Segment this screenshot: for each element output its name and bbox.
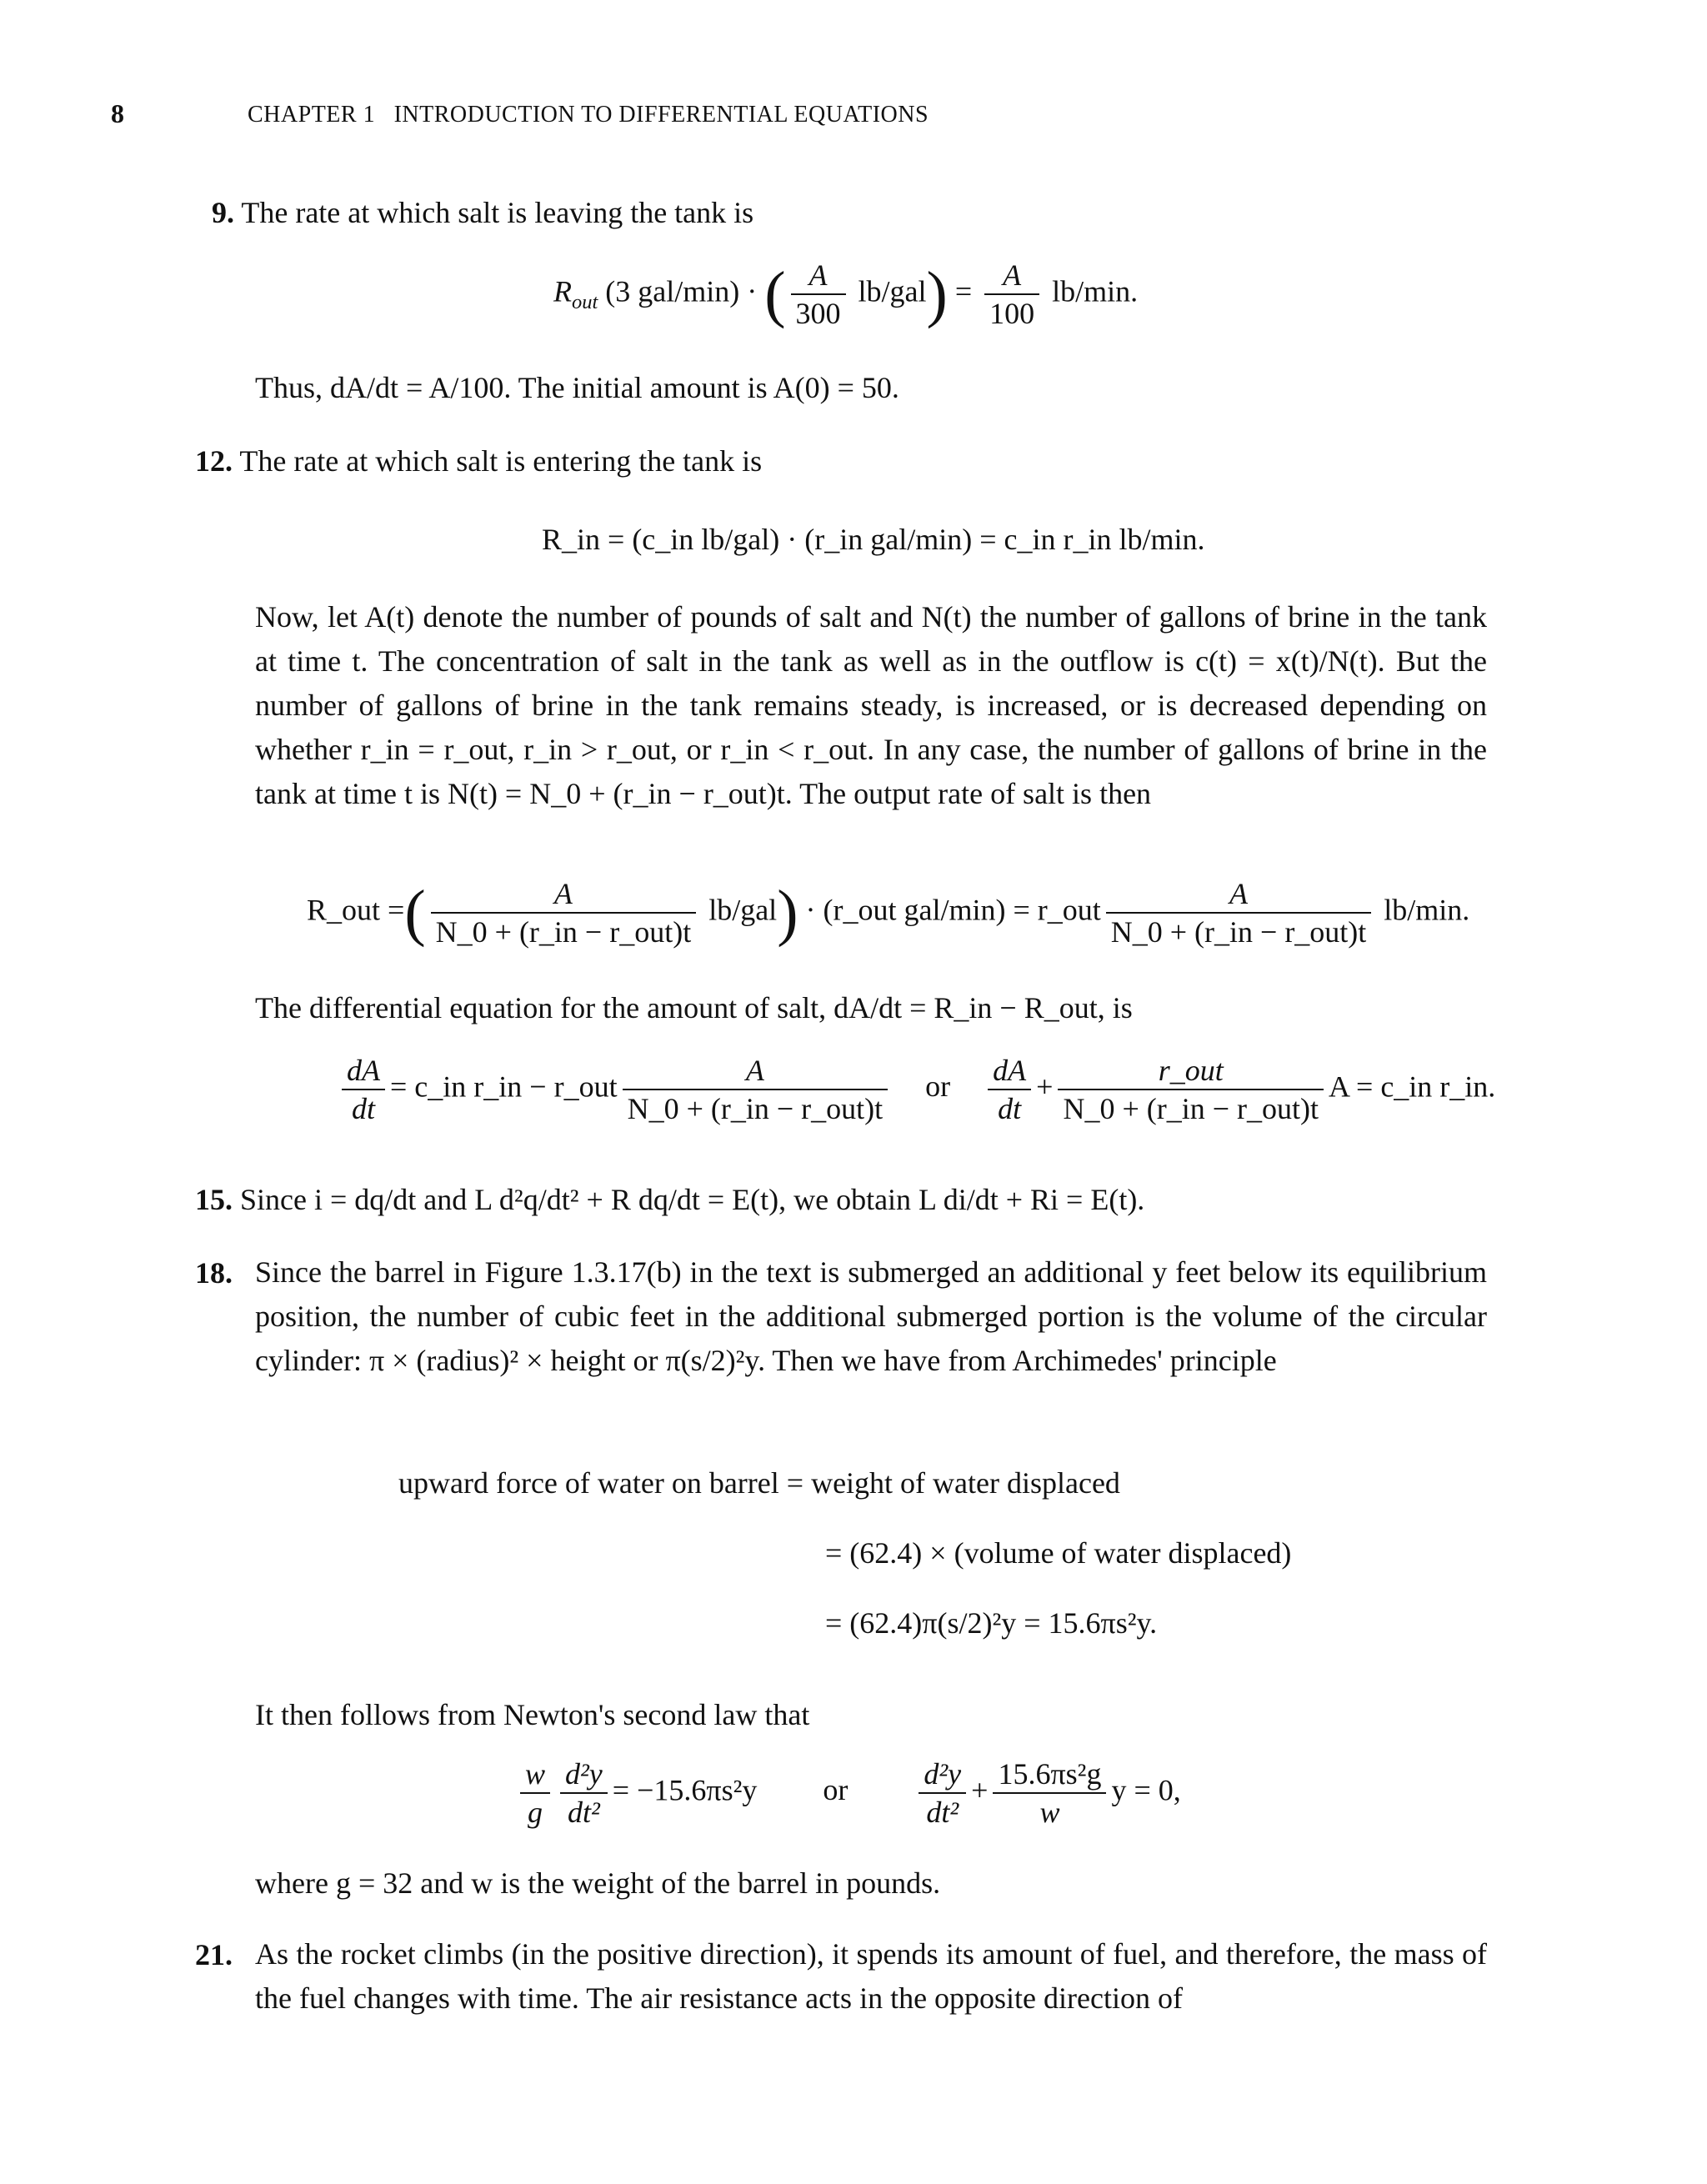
fraction-rout-N <box>1058 1052 1324 1127</box>
plus: + <box>1036 1069 1054 1104</box>
numerator: d²y <box>919 1756 966 1794</box>
fraction-A-N <box>431 875 697 950</box>
right-paren: ) <box>926 259 948 329</box>
fraction-w-g <box>520 1756 550 1831</box>
equation-rout-12 <box>307 875 1469 950</box>
fraction-d2y-dt2 <box>560 1756 608 1831</box>
archimedes-line-3: = (62.4)π(s/2)²y = 15.6πs²y. <box>825 1606 1158 1640</box>
fraction-A-N <box>623 1052 889 1127</box>
de-intro: The differential equation for the amount of salt, dA/dt = R_in − R_out, is <box>255 991 1133 1024</box>
fraction-coef <box>993 1756 1106 1831</box>
right-paren: ) <box>777 878 798 948</box>
fraction-d2y-dt2-2 <box>919 1756 966 1831</box>
unit-lbgal: lb/gal <box>701 893 778 927</box>
page-number: 8 <box>111 98 124 128</box>
problem-number-18: 18. <box>195 1256 233 1290</box>
newton-intro: It then follows from Newton's second law that <box>255 1698 810 1731</box>
fraction-dAdt <box>342 1052 385 1127</box>
denominator: N_0 + (r_in − r_out)t <box>435 915 692 949</box>
denominator: N_0 + (r_in − r_out)t <box>627 1092 884 1125</box>
denominator: dt² <box>568 1796 600 1829</box>
problem-12-intro <box>195 438 762 483</box>
numerator: A <box>431 875 697 914</box>
problem-12-paragraph: Now, let A(t) denote the number of pounds of salt and N(t) the number of gallons of brine in the tank at time t. The concentration of salt in the tank as well as in the outflow is c(t) = x(t)/N(t). But the number of gallons of brine in the tank remains steady, is increased, or is decreased depending on whether r_in = r_out, r_in > r_out, or r_in < r_out. In any case, the number of gallons of brine in the tank at time t is N(t) = N_0 + (r_in − r_out)t. The output rate of salt is then <box>255 600 1487 810</box>
equation-rin: R_in = (c_in lb/gal) · (r_in gal/min) = c_in r_in lb/min. <box>542 523 1205 556</box>
problem-9-thus: Thus, dA/dt = A/100. The initial amount is A(0) = 50. <box>255 371 899 404</box>
problem-number: 12. <box>195 444 233 478</box>
de1-rhs: = c_in r_in − r_out <box>390 1069 618 1104</box>
de2-rhs: A = c_in r_in. <box>1329 1069 1496 1104</box>
unit-lbmin: lb/min. <box>1376 893 1470 927</box>
numerator: r_out <box>1058 1052 1324 1090</box>
problem-number-21: 21. <box>195 1938 233 1971</box>
numerator: dA <box>342 1052 385 1090</box>
fraction-A-N-2 <box>1106 875 1372 950</box>
rout-lhs: R_out = <box>307 893 405 927</box>
numerator: d²y <box>560 1756 608 1794</box>
problem-number: 9. <box>212 196 234 229</box>
problem-18-paragraph: Since the barrel in Figure 1.3.17(b) in the text is submerged an additional y feet below its equilibrium position, the number of cubic feet in the additional submerged portion is the volume of the circular cylinder: π × (radius)² × height or π(s/2)²y. Then we have from Archimedes' principle <box>255 1255 1487 1377</box>
where-g: where g = 32 and w is the weight of the barrel in pounds. <box>255 1866 941 1900</box>
denominator: w <box>1039 1796 1060 1829</box>
eq2-rhs: y = 0, <box>1111 1773 1181 1807</box>
numerator: A <box>984 257 1039 295</box>
denominator: dt <box>998 1092 1022 1125</box>
problem-text: The rate at which salt is leaving the tank is <box>241 196 754 229</box>
left-paren: ( <box>404 878 426 948</box>
numerator: 15.6πs²g <box>993 1756 1106 1794</box>
fraction-A-300 <box>791 257 846 332</box>
rout-flow: · (r_out gal/min) = r_out <box>798 893 1101 927</box>
denominator: 300 <box>795 297 841 330</box>
problem-text: The rate at which salt is entering the tank is <box>239 444 763 478</box>
numerator: dA <box>988 1052 1031 1090</box>
problem-15 <box>195 1177 1144 1222</box>
running-header: CHAPTER 1 INTRODUCTION TO DIFFERENTIAL EQUATIONS <box>248 102 929 128</box>
flow-rate: (3 gal/min) · <box>598 274 765 308</box>
numerator: w <box>520 1756 550 1794</box>
eq1-rhs: = −15.6πs²y <box>612 1773 758 1807</box>
denominator: N_0 + (r_in − r_out)t <box>1110 915 1367 949</box>
fraction-dAdt-2 <box>988 1052 1031 1127</box>
numerator: A <box>623 1052 889 1090</box>
fraction-A-100 <box>984 257 1039 332</box>
symbol-R: R <box>553 274 572 308</box>
plus: + <box>971 1773 989 1807</box>
numerator: A <box>1106 875 1372 914</box>
archimedes-line-2: = (62.4) × (volume of water displaced) <box>825 1536 1292 1570</box>
denominator: N_0 + (r_in − r_out)t <box>1063 1092 1319 1125</box>
denominator: dt <box>351 1092 375 1125</box>
unit-lbmin: lb/min. <box>1044 274 1139 308</box>
or-word: or <box>925 1069 951 1104</box>
equation-rout-9 <box>553 257 1138 332</box>
left-paren: ( <box>764 259 786 329</box>
unit-lbgal: lb/gal <box>850 274 927 308</box>
problem-number: 15. <box>195 1183 233 1216</box>
problem-21-paragraph: As the rocket climbs (in the positive direction), it spends its amount of fuel, and therefore, the mass of the fuel changes with time. The air resistance acts in the opposite direction of <box>255 1937 1487 2015</box>
numerator: A <box>791 257 846 295</box>
archimedes-line-1: upward force of water on barrel = weight of water displaced <box>398 1466 1120 1500</box>
problem-text: Since i = dq/dt and L d²q/dt² + R dq/dt = E(t), we obtain L di/dt + Ri = E(t). <box>240 1183 1145 1216</box>
denominator: 100 <box>989 297 1035 330</box>
problem-9-intro <box>212 190 753 235</box>
differential-equation-12 <box>337 1052 1495 1127</box>
equals: = <box>947 274 980 308</box>
denominator: g <box>528 1796 543 1829</box>
barrel-equation <box>515 1756 1181 1831</box>
subscript-out: out <box>572 290 598 313</box>
or-word: or <box>823 1773 848 1807</box>
denominator: dt² <box>926 1796 959 1829</box>
